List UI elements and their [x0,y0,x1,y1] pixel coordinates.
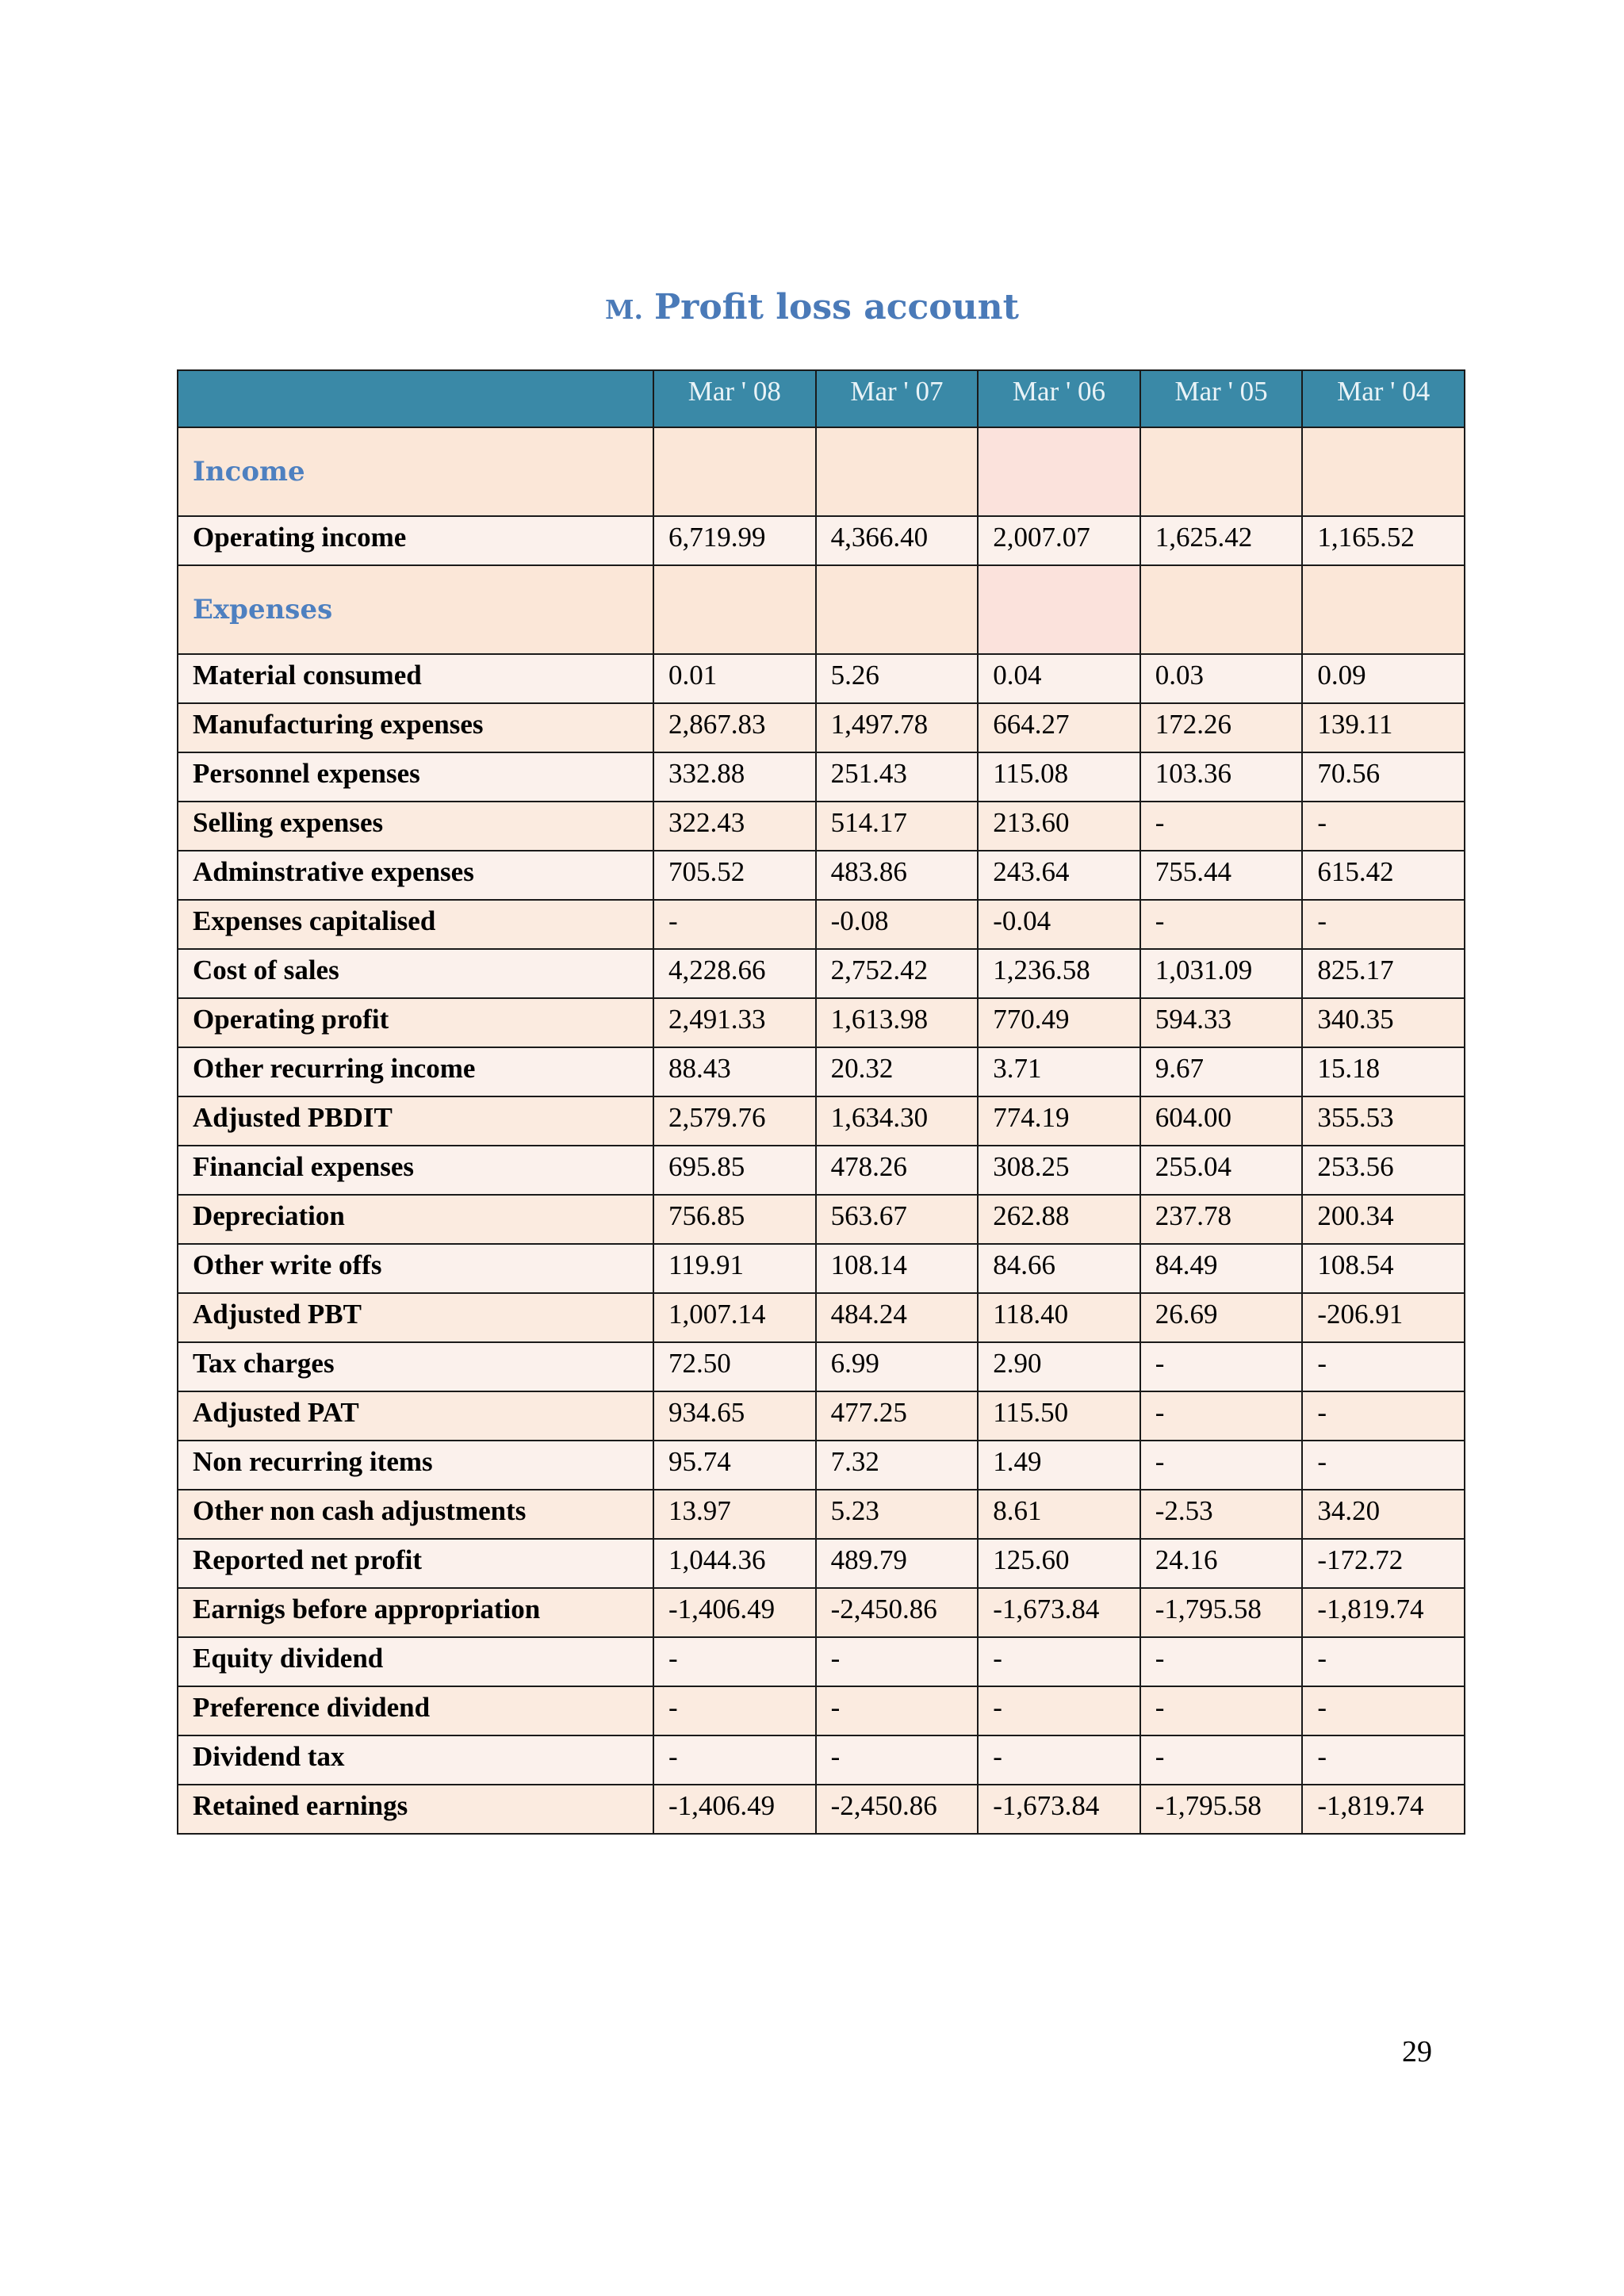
table-cell: - [1140,1735,1303,1785]
table-cell: - [1302,900,1465,949]
table-cell: -0.08 [816,900,979,949]
table-row [178,900,1465,949]
table-row [178,1441,1465,1490]
table-cell: 95.74 [653,1441,816,1490]
table-cell: 1,007.14 [653,1293,816,1342]
table-cell: - [1302,802,1465,851]
row-label: Financial expenses [178,1146,653,1195]
row-label: Earnigs before appropriation [178,1588,653,1637]
section-title: Profit loss account [654,287,1019,327]
table-cell: 514.17 [816,802,979,851]
table-cell: 26.69 [1140,1293,1303,1342]
table-cell [1302,565,1465,654]
table-cell: 2,752.42 [816,949,979,998]
row-label: Personnel expenses [178,752,653,802]
table-cell: 615.42 [1302,851,1465,900]
table-cell: - [1302,1637,1465,1686]
table-cell: -2.53 [1140,1490,1303,1539]
table-cell: 0.03 [1140,654,1303,703]
table-cell: 2,491.33 [653,998,816,1047]
row-label: Other recurring income [178,1047,653,1096]
table-cell: 934.65 [653,1391,816,1441]
table-row [178,752,1465,802]
table-cell: 8.61 [978,1490,1140,1539]
table-cell: - [1140,1391,1303,1441]
table-cell [978,427,1140,516]
table-cell: 664.27 [978,703,1140,752]
row-label: Expenses capitalised [178,900,653,949]
table-cell: 9.67 [1140,1047,1303,1096]
row-label: Other write offs [178,1244,653,1293]
row-label: Adjusted PAT [178,1391,653,1441]
table-cell: 1,625.42 [1140,516,1303,565]
table-cell: 1,634.30 [816,1096,979,1146]
table-cell: -1,406.49 [653,1588,816,1637]
table-cell: 489.79 [816,1539,979,1588]
table-row [178,1195,1465,1244]
section-row [178,565,1465,654]
row-label: Tax charges [178,1342,653,1391]
table-cell: 594.33 [1140,998,1303,1047]
table-cell: 7.32 [816,1441,979,1490]
table-cell: 774.19 [978,1096,1140,1146]
table-cell: -206.91 [1302,1293,1465,1342]
table-cell: 340.35 [1302,998,1465,1047]
table-cell: - [1140,1686,1303,1735]
table-row [178,998,1465,1047]
table-cell: 0.04 [978,654,1140,703]
table-cell: 1,044.36 [653,1539,816,1588]
table-cell: 237.78 [1140,1195,1303,1244]
table-cell: - [1140,1342,1303,1391]
table-cell: - [653,1637,816,1686]
row-label: Non recurring items [178,1441,653,1490]
row-label: Manufacturing expenses [178,703,653,752]
column-header: Mar ' 07 [816,370,979,427]
table-cell: -1,795.58 [1140,1588,1303,1637]
table-cell: 1,236.58 [978,949,1140,998]
table-cell: 108.54 [1302,1244,1465,1293]
table-cell: 108.14 [816,1244,979,1293]
row-label: Selling expenses [178,802,653,851]
table-cell: -1,673.84 [978,1588,1140,1637]
row-label: Other non cash adjustments [178,1490,653,1539]
table-cell: 251.43 [816,752,979,802]
column-header: Mar ' 05 [1140,370,1303,427]
row-label: Material consumed [178,654,653,703]
table-cell: - [816,1637,979,1686]
table-cell: 70.56 [1302,752,1465,802]
table-cell: - [653,900,816,949]
section-row [178,427,1465,516]
table-row [178,1096,1465,1146]
row-label: Operating profit [178,998,653,1047]
table-cell [816,565,979,654]
table-cell: - [816,1686,979,1735]
table-cell: -1,819.74 [1302,1588,1465,1637]
table-cell: - [653,1735,816,1785]
table-cell: 604.00 [1140,1096,1303,1146]
table-body [178,427,1465,1834]
column-header [178,370,653,427]
table-row [178,1735,1465,1785]
table-row [178,703,1465,752]
table-cell: 705.52 [653,851,816,900]
row-label: Adjusted PBDIT [178,1096,653,1146]
table-cell: 825.17 [1302,949,1465,998]
table-row [178,1588,1465,1637]
table-cell: - [1302,1441,1465,1490]
table-cell: 119.91 [653,1244,816,1293]
table-row [178,1637,1465,1686]
table-cell: 483.86 [816,851,979,900]
table-cell [1302,427,1465,516]
table-cell: 1.49 [978,1441,1140,1490]
table-cell [653,427,816,516]
table-row [178,851,1465,900]
table-cell: 4,228.66 [653,949,816,998]
table-cell: 262.88 [978,1195,1140,1244]
table-cell: 4,366.40 [816,516,979,565]
table-cell: -0.04 [978,900,1140,949]
table-cell: 243.64 [978,851,1140,900]
table-row [178,1342,1465,1391]
table-cell: 200.34 [1302,1195,1465,1244]
table-cell: 1,613.98 [816,998,979,1047]
table-cell [1140,427,1303,516]
table-cell: 756.85 [653,1195,816,1244]
table-cell: 172.26 [1140,703,1303,752]
table-cell: - [978,1735,1140,1785]
section-label: Income [178,427,653,516]
profit-loss-table [177,369,1465,1835]
row-label: Adjusted PBT [178,1293,653,1342]
table-cell: 2.90 [978,1342,1140,1391]
table-cell: 1,165.52 [1302,516,1465,565]
table-cell: 477.25 [816,1391,979,1441]
table-cell [653,565,816,654]
table-row [178,1490,1465,1539]
table-cell: 563.67 [816,1195,979,1244]
table-cell: 355.53 [1302,1096,1465,1146]
table-cell: 72.50 [653,1342,816,1391]
table-cell: - [1140,802,1303,851]
table-cell: 84.49 [1140,1244,1303,1293]
table-cell [978,565,1140,654]
table-cell: - [653,1686,816,1735]
table-cell: 0.09 [1302,654,1465,703]
row-label: Adminstrative expenses [178,851,653,900]
table-cell: 13.97 [653,1490,816,1539]
page-heading [0,287,1624,327]
table-row [178,1686,1465,1735]
table-cell: 84.66 [978,1244,1140,1293]
table-cell: 0.01 [653,654,816,703]
table-cell [1140,565,1303,654]
table-cell: 322.43 [653,802,816,851]
row-label: Operating income [178,516,653,565]
table-cell: 755.44 [1140,851,1303,900]
table-row [178,1146,1465,1195]
table-cell: - [1140,1441,1303,1490]
table-cell: 1,497.78 [816,703,979,752]
table-cell: 118.40 [978,1293,1140,1342]
table-row [178,1391,1465,1441]
table-cell: 2,867.83 [653,703,816,752]
table-cell [816,427,979,516]
table-cell: - [1140,1637,1303,1686]
table-cell: -1,673.84 [978,1785,1140,1834]
table-cell: 478.26 [816,1146,979,1195]
table-cell: 20.32 [816,1047,979,1096]
table-cell: 332.88 [653,752,816,802]
table-row [178,1047,1465,1096]
column-header: Mar ' 08 [653,370,816,427]
column-header: Mar ' 04 [1302,370,1465,427]
table-cell: 5.23 [816,1490,979,1539]
table-cell: -172.72 [1302,1539,1465,1588]
table-row [178,654,1465,703]
section-label: Expenses [178,565,653,654]
table-cell: 125.60 [978,1539,1140,1588]
table-cell: -2,450.86 [816,1785,979,1834]
table-cell: -1,795.58 [1140,1785,1303,1834]
table-cell: 115.50 [978,1391,1140,1441]
table-cell: 15.18 [1302,1047,1465,1096]
table-row [178,802,1465,851]
table-cell: -2,450.86 [816,1588,979,1637]
row-label: Retained earnings [178,1785,653,1834]
table-cell: - [1140,900,1303,949]
row-label: Preference dividend [178,1686,653,1735]
table-cell: 5.26 [816,654,979,703]
row-label: Cost of sales [178,949,653,998]
table-row [178,949,1465,998]
table-row [178,1785,1465,1834]
table-cell: 484.24 [816,1293,979,1342]
column-header: Mar ' 06 [978,370,1140,427]
table-cell: 213.60 [978,802,1140,851]
table-cell: 88.43 [653,1047,816,1096]
table-cell: 6.99 [816,1342,979,1391]
table-cell: 103.36 [1140,752,1303,802]
table-row [178,1293,1465,1342]
table-cell: 308.25 [978,1146,1140,1195]
table-cell: -1,819.74 [1302,1785,1465,1834]
page-number: 29 [1402,2035,1432,2068]
section-letter: M. [605,294,644,325]
table-cell: - [816,1735,979,1785]
table-cell: 24.16 [1140,1539,1303,1588]
table-cell: 770.49 [978,998,1140,1047]
row-label: Depreciation [178,1195,653,1244]
table-row [178,516,1465,565]
row-label: Equity dividend [178,1637,653,1686]
table-row [178,1244,1465,1293]
table-cell: - [978,1686,1140,1735]
table-cell: 1,031.09 [1140,949,1303,998]
table-cell: 253.56 [1302,1146,1465,1195]
table-cell: 3.71 [978,1047,1140,1096]
table-cell: 695.85 [653,1146,816,1195]
table-cell: - [1302,1391,1465,1441]
table-cell: 2,007.07 [978,516,1140,565]
table-cell: -1,406.49 [653,1785,816,1834]
table-header-row [178,370,1465,427]
table-cell: 2,579.76 [653,1096,816,1146]
table-cell: - [978,1637,1140,1686]
row-label: Dividend tax [178,1735,653,1785]
row-label: Reported net profit [178,1539,653,1588]
table-cell: - [1302,1735,1465,1785]
table-cell: 6,719.99 [653,516,816,565]
table-row [178,1539,1465,1588]
table-cell: 139.11 [1302,703,1465,752]
table-cell: 255.04 [1140,1146,1303,1195]
table-cell: - [1302,1342,1465,1391]
table-cell: 34.20 [1302,1490,1465,1539]
table-cell: 115.08 [978,752,1140,802]
table-cell: - [1302,1686,1465,1735]
